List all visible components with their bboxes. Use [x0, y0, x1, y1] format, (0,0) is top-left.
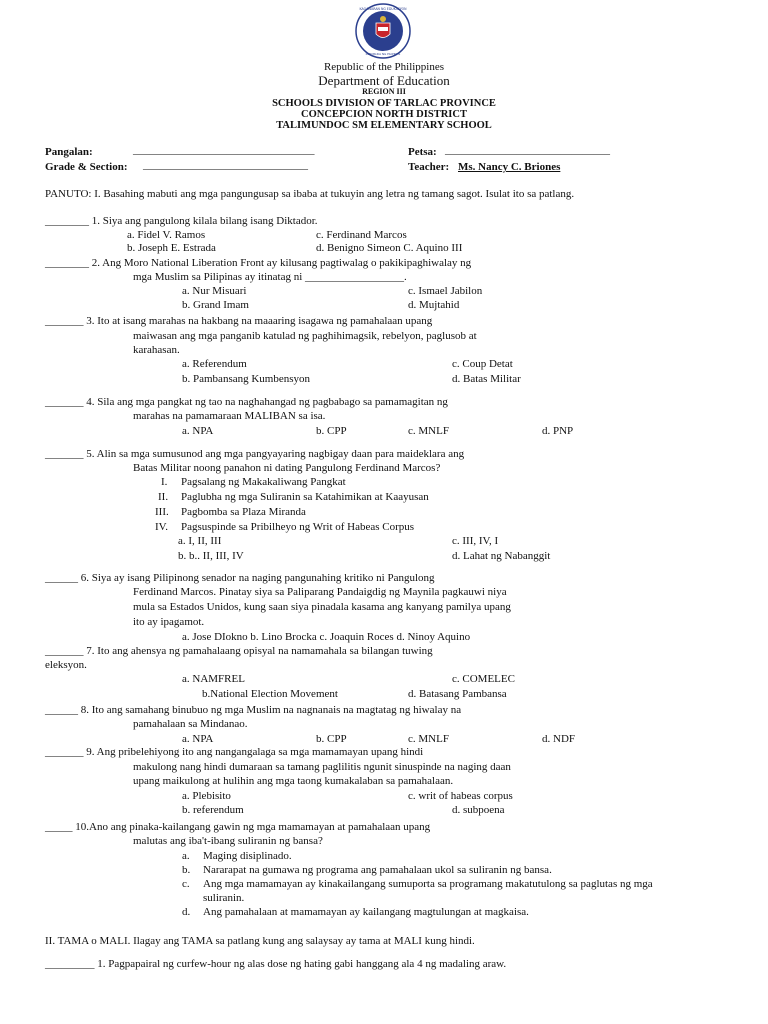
q10-option-c-cont: suliranin.	[203, 892, 245, 904]
q1-option-c: c. Ferdinand Marcos	[316, 229, 407, 241]
q10-option-d: Ang pamahalaan at mamamayan ay kailangang magtulungan at magkaisa.	[203, 906, 529, 918]
q10-letter-b: b.	[182, 864, 191, 876]
q5-roman-1: I.	[161, 476, 168, 488]
q8-option-d: d. NDF	[542, 733, 576, 745]
question-9-cont2: upang maikulong at hulihin ang mga taong kumakalaban sa pamahalaan.	[133, 775, 454, 787]
q9-option-b: b. referendum	[182, 804, 244, 816]
seal-bottom-text: REPUBLIKA NG PILIPINAS	[365, 52, 401, 56]
q7-option-d: d. Batasang Pambansa	[408, 688, 507, 700]
question-9-cont1: makulong nang hindi dumaraan sa tamang paglilitis ngunit sinuspinde na naging daan	[133, 761, 511, 773]
q8-option-b: b. CPP	[316, 733, 347, 745]
q10-option-b: Nararapat na gumawa ng programa ang pamahalaan ukol sa suliranin ng bansa.	[203, 864, 552, 876]
q5-option-a: a. I, II, III	[178, 535, 222, 547]
q5-roman-4: IV.	[155, 521, 168, 533]
q5-item-2: Paglubha ng mga Suliranin sa Katahimikan at Kaayusan	[181, 491, 429, 503]
header-region: REGION III	[362, 87, 406, 96]
question-3-cont1: maiwasan ang mga panganib katulad ng paghihimagsik, rebelyon, paglusob at	[133, 330, 477, 342]
tf-question-1: _________ 1. Pagpapairal ng curfew-hour ng alas dose ng hating gabi hanggang ala 4 ng madaling araw.	[45, 958, 507, 970]
name-field[interactable]: _________________________________	[133, 144, 315, 156]
q4-option-c: c. MNLF	[408, 425, 449, 437]
q1-option-d: d. Benigno Simeon C. Aquino III	[316, 242, 463, 254]
header-school: TALIMUNDOC SM ELEMENTARY SCHOOL	[276, 120, 492, 131]
q1-option-a: a. Fidel V. Ramos	[127, 229, 206, 241]
q3-option-c: c. Coup Detat	[452, 358, 513, 370]
name-label: Pangalan:	[45, 146, 93, 158]
date-field[interactable]: ______________________________	[445, 144, 610, 156]
q6-options: a. Jose DIokno b. Lino Brocka c. Joaquin Roces d. Ninoy Aquino	[182, 631, 471, 643]
q5-roman-3: III.	[155, 506, 169, 518]
question-8: ______ 8. Ito ang samahang binubuo ng mga Muslim na nagnanais na magtatag ng hiwalay na	[45, 704, 462, 716]
question-4: _______ 4. Sila ang mga pangkat ng tao na naghahangad ng pagbabago sa pamamagitan ng	[45, 396, 448, 408]
question-10: _____ 10.Ano ang pinaka-kailangang gawin ng mga mamamayan at pamahalaan upang	[45, 821, 431, 833]
question-6: ______ 6. Siya ay isang Pilipinong senador na naging pangunahing kritiko ni Pangulong	[45, 572, 435, 584]
instructions: PANUTO: I. Basahing mabuti ang mga pangungusap sa ibaba at tukuyin ang letra ng tamang sagot. Isulat ito sa patlang.	[45, 188, 575, 200]
q3-option-a: a. Referendum	[182, 358, 247, 370]
question-6-cont2: mula sa Estados Unidos, kung saan siya pinadala kasama ang kanyang pamilya upang	[133, 601, 511, 613]
header-division: SCHOOLS DIVISION OF TARLAC PROVINCE	[272, 98, 496, 109]
q7-option-b: b.National Election Movement	[202, 688, 338, 700]
q2-option-c: c. Ismael Jabilon	[408, 285, 483, 297]
teacher-label: Teacher:	[408, 161, 450, 173]
q4-option-b: b. CPP	[316, 425, 347, 437]
question-2: ________ 2. Ang Moro National Liberation Front ay kilusang pagtiwalag o pakikipaghiwalay ng	[45, 257, 472, 269]
grade-section-field[interactable]: ______________________________	[143, 159, 308, 171]
q8-option-a: a. NPA	[182, 733, 214, 745]
q5-item-4: Pagsuspinde sa Pribilheyo ng Writ of Habeas Corpus	[181, 521, 415, 533]
q5-option-c: c. III, IV, I	[452, 535, 499, 547]
q9-option-c: c. writ of habeas corpus	[408, 790, 513, 802]
q10-letter-c: c.	[182, 878, 190, 890]
q10-letter-a: a.	[182, 850, 190, 862]
teacher-name: Ms. Nancy C. Briones	[458, 161, 561, 173]
question-3-cont2: karahasan.	[133, 344, 180, 356]
q10-option-c: Ang mga mamamayan ay kinakailangang sumuporta sa programang makatutulong sa paglutas ng mga	[203, 878, 653, 890]
q5-item-3: Pagbomba sa Plaza Miranda	[181, 506, 306, 518]
q5-item-1: Pagsalang ng Makakaliwang Pangkat	[181, 476, 346, 488]
question-1: ________ 1. Siya ang pangulong kilala bilang isang Diktador.	[45, 215, 318, 227]
grade-section-label: Grade & Section:	[45, 161, 128, 173]
question-6-cont1: Ferdinand Marcos. Pinatay siya sa Paliparang Pandaigdig ng Maynila pagkauwi niya	[133, 586, 507, 598]
q10-option-a: Maging disiplinado.	[203, 850, 292, 862]
question-5: _______ 5. Alin sa mga sumusunod ang mga pangyayaring nagbigay daan para maideklara ang	[45, 448, 465, 460]
header-republic: Republic of the Philippines	[323, 61, 445, 73]
q4-option-d: d. PNP	[542, 425, 574, 437]
deped-seal	[345, 3, 421, 59]
seal-ring-text: KAGAWARAN NG EDUKASYON	[359, 7, 407, 11]
question-7-cont: eleksyon.	[45, 659, 87, 671]
q1-option-b: b. Joseph E. Estrada	[127, 242, 216, 254]
q5-option-b: b. b.. II, III, IV	[178, 550, 244, 562]
date-label: Petsa:	[408, 146, 437, 158]
q3-option-d: d. Batas Militar	[452, 373, 521, 385]
q8-option-c: c. MNLF	[408, 733, 449, 745]
q2-option-a: a. Nur Misuari	[182, 285, 247, 297]
q10-letter-d: d.	[182, 906, 191, 918]
question-3: _______ 3. Ito at isang marahas na hakbang na maaaring isagawa ng pamahalaan upang	[45, 315, 433, 327]
q4-option-a: a. NPA	[182, 425, 214, 437]
question-5-cont: Batas Militar noong panahon ni dating Pangulong Ferdinand Marcos?	[133, 462, 441, 474]
question-6-cont3: ito ay ipagamot.	[133, 616, 205, 628]
question-8-cont: pamahalaan sa Mindanao.	[133, 718, 248, 730]
question-4-cont: marahas na pamamaraan MALIBAN sa isa.	[133, 410, 326, 422]
question-7: _______ 7. Ito ang ahensya ng pamahalaang opisyal na namamahala sa bilangan tuwing	[45, 645, 433, 657]
header-district: CONCEPCION NORTH DISTRICT	[301, 109, 467, 120]
question-10-cont: malutas ang iba't-ibang suliranin ng bansa?	[133, 835, 323, 847]
q2-option-d: d. Mujtahid	[408, 299, 460, 311]
q5-option-d: d. Lahat ng Nabanggit	[452, 550, 551, 562]
question-2-cont: mga Muslim sa Pilipinas ay itinatag ni __________________.	[133, 271, 407, 283]
part-2-instructions: II. TAMA o MALI. Ilagay ang TAMA sa patlang kung ang salaysay ay tama at MALI kung hindi.	[45, 935, 475, 947]
q9-option-a: a. Plebisito	[182, 790, 231, 802]
q5-roman-2: II.	[158, 491, 169, 503]
q7-option-c: c. COMELEC	[452, 673, 515, 685]
q7-option-a: a. NAMFREL	[182, 673, 245, 685]
q2-option-b: b. Grand Imam	[182, 299, 249, 311]
q9-option-d: d. subpoena	[452, 804, 505, 816]
q3-option-b: b. Pambansang Kumbensyon	[182, 373, 311, 385]
header-department: Department of Education	[318, 73, 450, 88]
question-9: _______ 9. Ang pribelehiyong ito ang nangangalaga sa mga mamamayan upang hindi	[45, 746, 424, 758]
